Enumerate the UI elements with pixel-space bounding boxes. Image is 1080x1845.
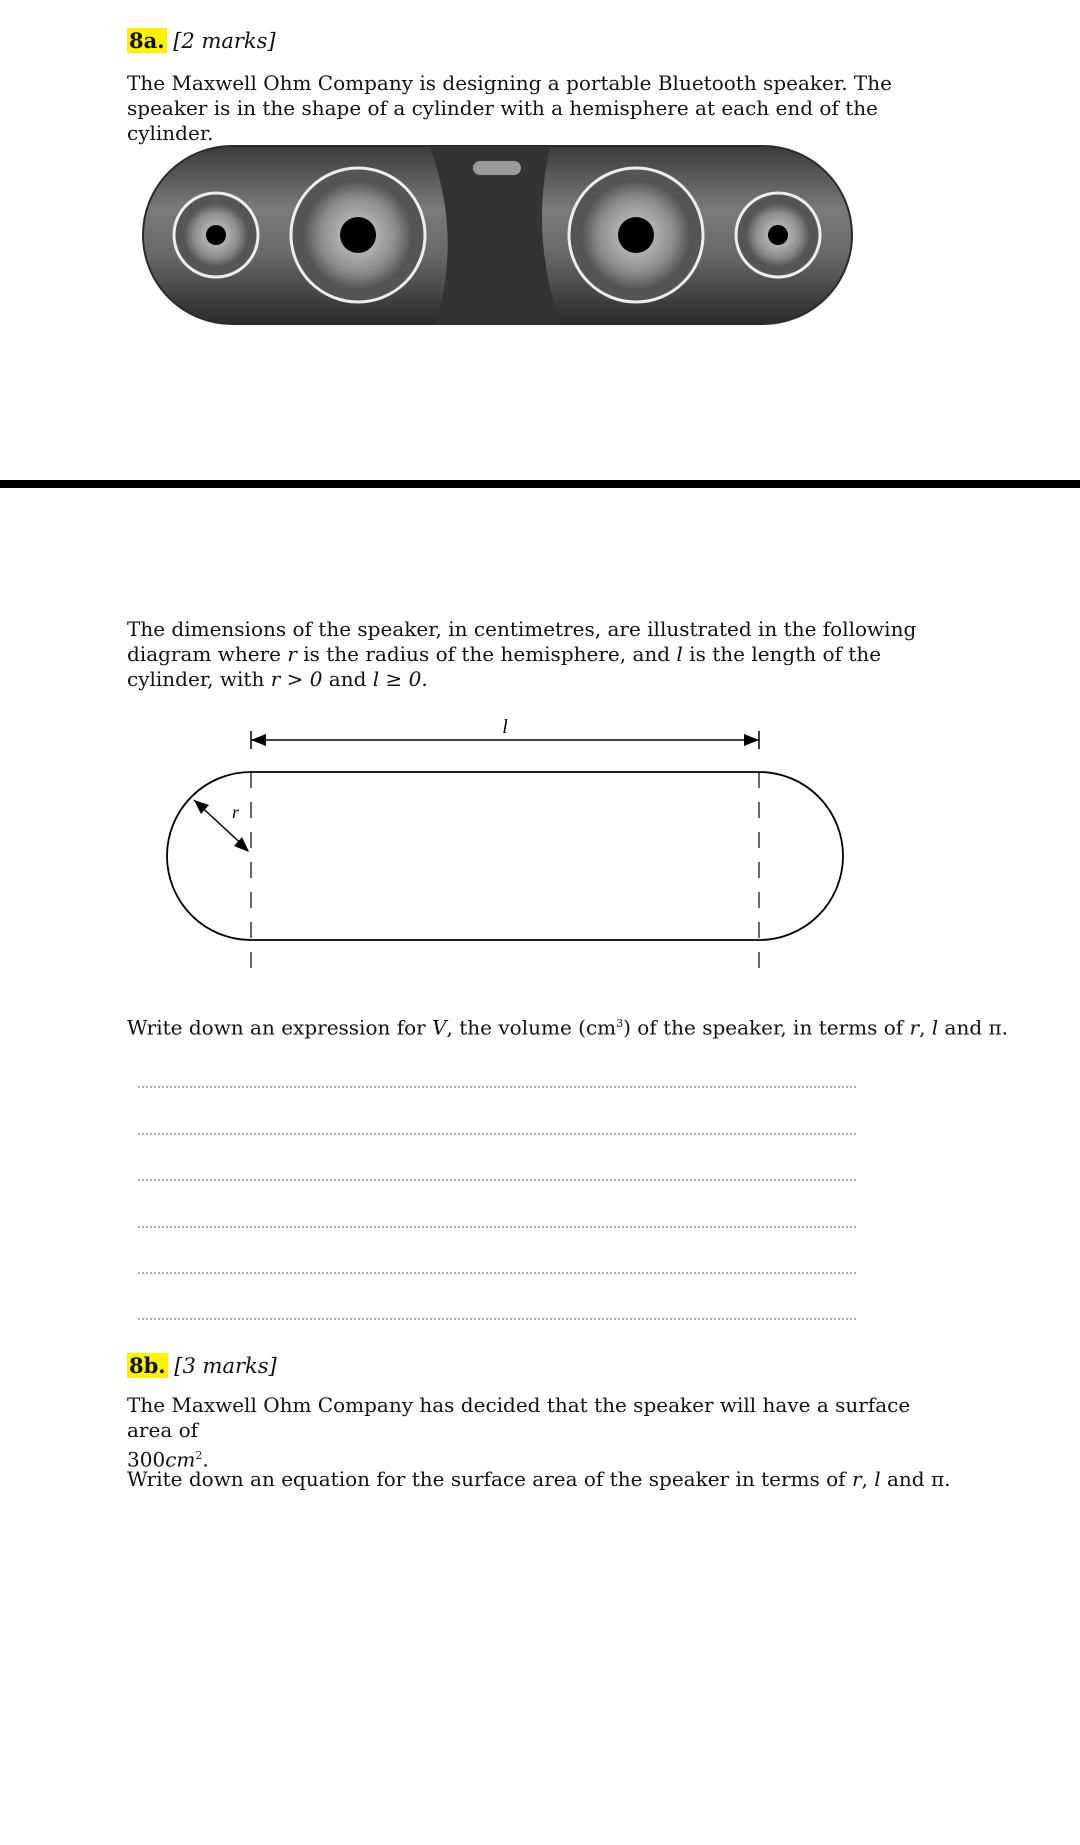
answer-line[interactable] (138, 1272, 856, 1274)
answer-line[interactable] (138, 1318, 856, 1320)
question-8b-header (127, 1353, 277, 1378)
question-8b-task: Write down an equation for the surface area of the speaker in terms of r, l and π. (127, 1467, 951, 1491)
question-8a-task: Write down an expression for V, the volume $(cm^3)$ of the speaker, in terms of r, l and π. (127, 1015, 1009, 1040)
marks-label: [3 marks] (174, 1354, 277, 1378)
dimensions-text: The dimensions of the speaker, in centimetres, are illustrated in the following diagram where r is the radius of the hemisphere, and l is the length of the cylinder, with r > 0 and l ≥ 0. (127, 617, 917, 691)
radius-label: r (232, 802, 240, 822)
marks-label: [2 marks] (173, 29, 276, 53)
question-8b-intro: The Maxwell Ohm Company has decided that the speaker will have a surface area of $300cm^2$. (127, 1393, 911, 1472)
answer-line[interactable] (138, 1179, 856, 1181)
question-number: 8a. (129, 28, 165, 53)
answer-line[interactable] (138, 1226, 856, 1228)
answer-line[interactable] (138, 1086, 856, 1088)
question-intro: The Maxwell Ohm Company is designing a portable Bluetooth speaker. The speaker is in the shape of a cylinder with a hemisphere at each end of the cylinder. (127, 71, 892, 145)
dimension-diagram (160, 715, 850, 975)
question-number: 8b. (129, 1353, 166, 1378)
question-8a-header (127, 28, 276, 53)
answer-line[interactable] (138, 1133, 856, 1135)
section-divider (0, 480, 1080, 488)
length-label: l (502, 716, 508, 738)
speaker-illustration (140, 143, 855, 328)
